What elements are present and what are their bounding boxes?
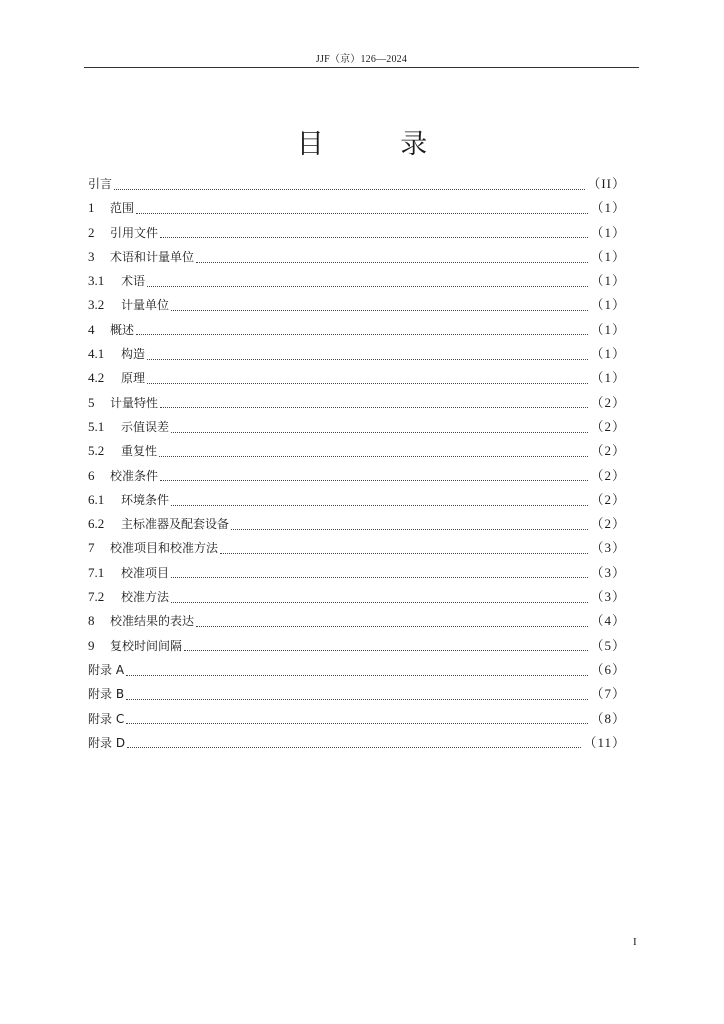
toc-entry-page: （3） bbox=[590, 540, 626, 556]
toc-entry-label: 引用文件 bbox=[110, 225, 159, 240]
toc-entry-label: 引言 bbox=[88, 177, 113, 191]
toc-entry[interactable] bbox=[88, 464, 626, 488]
toc-entry[interactable] bbox=[88, 536, 626, 560]
toc-entry[interactable] bbox=[88, 609, 626, 633]
toc-leader-dots bbox=[126, 723, 588, 724]
toc-entry-page: （1） bbox=[590, 346, 626, 362]
toc-entry-page: （1） bbox=[590, 370, 626, 386]
toc-leader-dots bbox=[136, 334, 588, 335]
toc-leader-dots bbox=[171, 602, 588, 603]
toc-leader-dots bbox=[220, 553, 588, 554]
toc-entry[interactable] bbox=[88, 293, 626, 317]
toc-entry-page: （2） bbox=[590, 467, 626, 483]
toc-leader-dots bbox=[147, 286, 588, 287]
toc-entry-page: （4） bbox=[590, 613, 626, 629]
toc-leader-dots bbox=[136, 213, 588, 214]
toc-entry-number: 4 bbox=[88, 321, 95, 337]
toc-entry-number: 1 bbox=[88, 200, 95, 216]
toc-entry-page: （2） bbox=[590, 516, 626, 532]
toc-entry[interactable] bbox=[88, 221, 626, 245]
toc-leader-dots bbox=[126, 675, 588, 676]
toc-leader-dots bbox=[196, 262, 588, 263]
toc-entry-page: （2） bbox=[590, 443, 626, 459]
toc-entry-label: 范围 bbox=[110, 201, 135, 216]
toc-entry-page: （5） bbox=[590, 637, 626, 653]
toc-entry-number: 6 bbox=[88, 467, 95, 483]
toc-entry[interactable] bbox=[88, 682, 626, 706]
toc-entry-page: （1） bbox=[590, 248, 626, 264]
toc-entry[interactable] bbox=[88, 269, 626, 293]
toc-entry[interactable] bbox=[88, 391, 626, 415]
header-rule bbox=[84, 67, 639, 68]
toc-entry-page: （2） bbox=[590, 394, 626, 410]
toc-leader-dots bbox=[171, 577, 588, 578]
toc-leader-dots bbox=[160, 237, 588, 238]
toc-entry-page: （1） bbox=[590, 224, 626, 240]
toc-entry-number: 5.1 bbox=[88, 418, 105, 434]
toc-entry-label: 构造 bbox=[121, 347, 146, 362]
toc-entry-page: （7） bbox=[590, 686, 626, 702]
toc-entry[interactable] bbox=[88, 439, 626, 463]
toc-entry-label: 附录 A bbox=[88, 662, 125, 677]
toc-entry-number: 7.2 bbox=[88, 589, 105, 605]
toc-entry[interactable] bbox=[88, 512, 626, 536]
toc-entry-number: 3.2 bbox=[88, 297, 105, 313]
toc-entry[interactable] bbox=[88, 731, 626, 755]
toc-entry-label: 主标准器及配套设备 bbox=[121, 517, 230, 532]
toc-entry-number: 6.1 bbox=[88, 491, 105, 507]
toc-entry-page: （II） bbox=[587, 176, 626, 191]
toc-leader-dots bbox=[126, 699, 588, 700]
toc-entry-label: 重复性 bbox=[121, 444, 158, 459]
toc-leader-dots bbox=[127, 747, 581, 748]
toc-entry[interactable] bbox=[88, 658, 626, 682]
toc-entry-label: 附录 C bbox=[88, 711, 125, 726]
toc-entry-label: 原理 bbox=[121, 371, 146, 386]
toc-entry-number: 3 bbox=[88, 248, 95, 264]
toc-entry-page: （2） bbox=[590, 418, 626, 434]
toc-entry[interactable] bbox=[88, 342, 626, 366]
toc-leader-dots bbox=[147, 359, 588, 360]
toc-entry-label: 校准项目和校准方法 bbox=[110, 541, 219, 556]
toc-leader-dots bbox=[171, 505, 588, 506]
toc-entry-label: 计量单位 bbox=[121, 298, 170, 313]
toc-entry-label: 计量特性 bbox=[110, 395, 159, 410]
toc-entry-number: 9 bbox=[88, 637, 95, 653]
toc-entry-page: （1） bbox=[590, 200, 626, 216]
table-of-contents bbox=[88, 172, 626, 755]
toc-entry-page: （3） bbox=[590, 564, 626, 580]
toc-entry-number: 2 bbox=[88, 224, 95, 240]
toc-entry-label: 术语和计量单位 bbox=[110, 249, 195, 264]
toc-entry-page: （1） bbox=[590, 297, 626, 313]
toc-entry-page: （6） bbox=[590, 661, 626, 677]
toc-leader-dots bbox=[171, 310, 588, 311]
toc-entry-page: （1） bbox=[590, 273, 626, 289]
toc-entry[interactable] bbox=[88, 415, 626, 439]
toc-leader-dots bbox=[160, 407, 588, 408]
toc-entry-label: 校准方法 bbox=[121, 590, 170, 605]
toc-entry-label: 术语 bbox=[121, 274, 146, 289]
toc-leader-dots bbox=[231, 529, 588, 530]
toc-entry-label: 环境条件 bbox=[121, 492, 170, 507]
toc-entry-label: 概述 bbox=[110, 322, 135, 337]
toc-entry-label: 校准条件 bbox=[110, 468, 159, 483]
page-number: I bbox=[633, 936, 637, 948]
toc-entry-page: （11） bbox=[583, 734, 626, 750]
toc-leader-dots bbox=[114, 189, 585, 190]
toc-entry-number: 4.2 bbox=[88, 370, 105, 386]
toc-entry-label: 示值误差 bbox=[121, 419, 170, 434]
toc-entry-number: 8 bbox=[88, 613, 95, 629]
toc-entry[interactable] bbox=[88, 366, 626, 390]
toc-leader-dots bbox=[160, 480, 588, 481]
toc-entry-page: （2） bbox=[590, 491, 626, 507]
toc-entry-number: 6.2 bbox=[88, 516, 105, 532]
toc-entry[interactable] bbox=[88, 634, 626, 658]
toc-leader-dots bbox=[184, 650, 588, 651]
toc-entry-label: 附录 D bbox=[88, 735, 126, 750]
toc-entry[interactable] bbox=[88, 585, 626, 609]
toc-entry-number: 7 bbox=[88, 540, 95, 556]
page-title: 目 录 bbox=[296, 129, 462, 161]
toc-leader-dots bbox=[196, 626, 588, 627]
document-header: JJF（京）126—2024 bbox=[315, 54, 408, 65]
toc-leader-dots bbox=[171, 432, 588, 433]
toc-leader-dots bbox=[159, 456, 588, 457]
toc-entry[interactable] bbox=[88, 318, 626, 342]
toc-entry-number: 5 bbox=[88, 394, 95, 410]
toc-entry-label: 附录 B bbox=[88, 687, 125, 702]
toc-entry[interactable] bbox=[88, 707, 626, 731]
toc-entry[interactable] bbox=[88, 196, 626, 220]
toc-entry-number: 3.1 bbox=[88, 273, 105, 289]
toc-entry-label: 校准结果的表达 bbox=[110, 614, 195, 629]
toc-entry-page: （8） bbox=[590, 710, 626, 726]
toc-entry-page: （1） bbox=[590, 321, 626, 337]
toc-entry-number: 5.2 bbox=[88, 443, 105, 459]
toc-entry-label: 校准项目 bbox=[121, 565, 170, 580]
toc-entry[interactable] bbox=[88, 172, 626, 196]
toc-entry[interactable] bbox=[88, 245, 626, 269]
toc-entry-number: 7.1 bbox=[88, 564, 105, 580]
toc-entry-label: 复校时间间隔 bbox=[110, 638, 183, 653]
toc-entry[interactable] bbox=[88, 488, 626, 512]
toc-leader-dots bbox=[147, 383, 588, 384]
toc-entry-number: 4.1 bbox=[88, 346, 105, 362]
toc-entry-page: （3） bbox=[590, 589, 626, 605]
toc-entry[interactable] bbox=[88, 561, 626, 585]
